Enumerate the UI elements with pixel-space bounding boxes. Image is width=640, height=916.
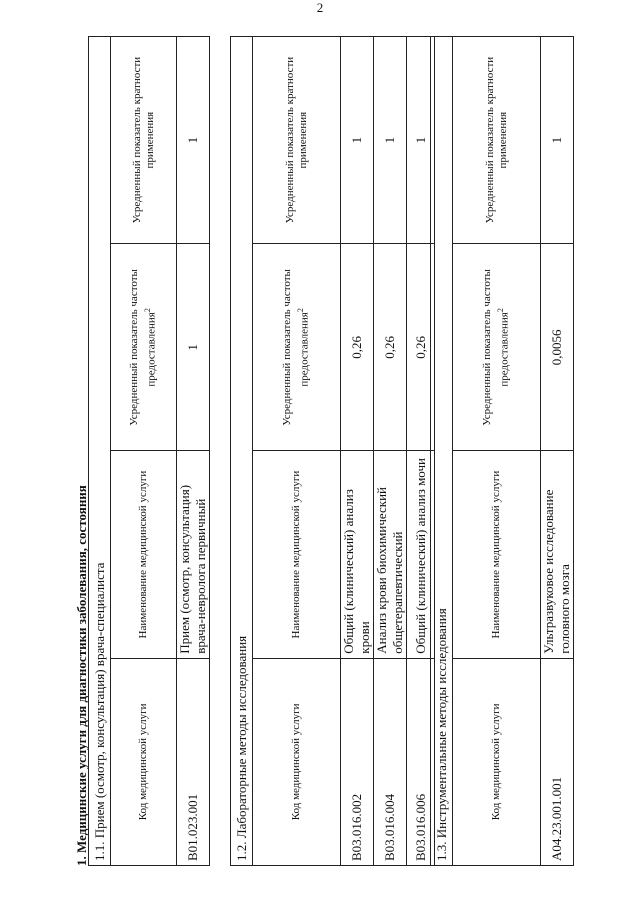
service-frequency: 0,0056 xyxy=(541,244,574,451)
section-title: 1.1. Прием (осмотр, консультация) врача-специалиста xyxy=(89,37,111,866)
section-laboratory-methods xyxy=(230,36,435,866)
table-row xyxy=(541,37,574,866)
main-title: 1. Медицинские услуги для диагностики заболевания, состояния xyxy=(74,485,89,866)
service-code: A04.23.001.001 xyxy=(541,658,574,865)
service-code: B03.016.006 xyxy=(407,658,435,865)
column-header-frequency: Усредненный показатель частоты предоставления$^2$ xyxy=(111,244,177,451)
table-row xyxy=(177,37,210,866)
column-header-name: Наименование медицинской услуги xyxy=(111,451,177,658)
service-multiplicity: 1 xyxy=(374,37,407,244)
section-instrumental-methods xyxy=(430,36,574,866)
service-multiplicity: 1 xyxy=(407,37,435,244)
service-frequency: 0,26 xyxy=(341,244,374,451)
service-multiplicity: 1 xyxy=(177,37,210,244)
service-name: Общий (клинический) анализ мочи xyxy=(407,451,435,658)
service-name: Анализ крови биохимический общетерапевтический xyxy=(374,451,407,658)
service-code: B03.016.004 xyxy=(374,658,407,865)
column-header-code: Код медицинской услуги xyxy=(253,658,341,865)
service-name: Ультразвуковое исследование головного мозга xyxy=(541,451,574,658)
section-title: 1.2. Лабораторные методы исследования xyxy=(231,37,253,866)
service-frequency: 1 xyxy=(177,244,210,451)
rotated-page-content xyxy=(50,36,590,866)
column-header-multiplicity: Усредненный показатель кратности применения xyxy=(253,37,341,244)
column-header-name: Наименование медицинской услуги xyxy=(453,451,541,658)
column-header-frequency: Усредненный показатель частоты предоставления$^2$ xyxy=(253,244,341,451)
service-name: Общий (клинический) анализ крови xyxy=(341,451,374,658)
column-header-multiplicity: Усредненный показатель кратности применения xyxy=(453,37,541,244)
service-code: B03.016.002 xyxy=(341,658,374,865)
column-header-name: Наименование медицинской услуги xyxy=(253,451,341,658)
page-number: 2 xyxy=(316,0,324,15)
services-table xyxy=(430,36,574,866)
section-specialist-consultation xyxy=(88,36,210,866)
column-header-frequency: Усредненный показатель частоты предоставления$^2$ xyxy=(453,244,541,451)
section-title: 1.3. Инструментальные методы исследования xyxy=(431,37,453,866)
services-table xyxy=(230,36,435,866)
service-frequency: 0,26 xyxy=(374,244,407,451)
table-row xyxy=(374,37,407,866)
column-header-code: Код медицинской услуги xyxy=(453,658,541,865)
column-header-multiplicity: Усредненный показатель кратности применения xyxy=(111,37,177,244)
services-table xyxy=(88,36,210,866)
service-multiplicity: 1 xyxy=(541,37,574,244)
service-code: B01.023.001 xyxy=(177,658,210,865)
service-multiplicity: 1 xyxy=(341,37,374,244)
service-name: Прием (осмотр, консультация) врача-невролога первичный xyxy=(177,451,210,658)
table-row xyxy=(341,37,374,866)
service-frequency: 0,26 xyxy=(407,244,435,451)
column-header-code: Код медицинской услуги xyxy=(111,658,177,865)
